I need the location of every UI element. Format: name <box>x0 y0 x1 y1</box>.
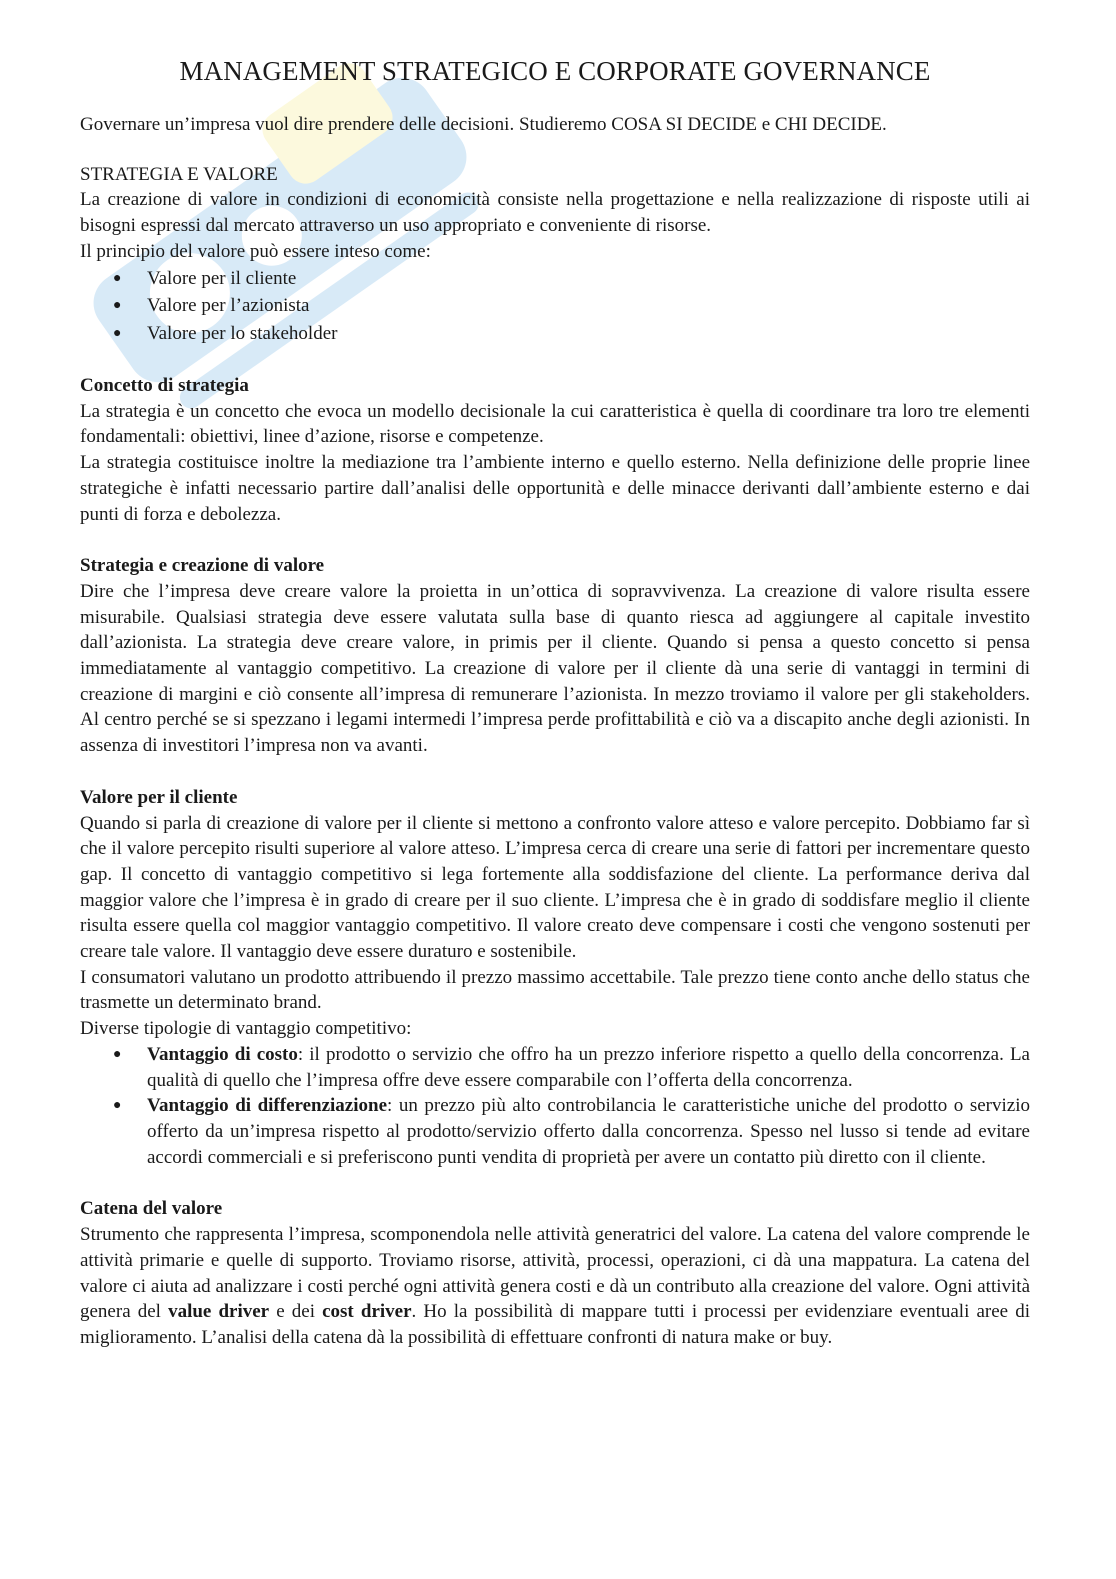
paragraph: Quando si parla di creazione di valore per il cliente si mettono a confronto valore atteso e valore percepito. Dobbiamo far sì che il valore percepito risulti superiore al valore atteso. L’impresa cerca di creare una serie di fattori per incrementare questo gap. Il concetto di vantaggio competitivo si lega fortemente alla soddisfazione del cliente. La performance deriva dal maggior valore che l’impresa è in grado di creare per il suo cliente. L’impresa che è in grado di soddisfare meglio il cliente risulta essere quella col maggior vantaggio competitivo. Il valore creato deve compensare i costi che vengono sostenuti per creare tale valore. Il vantaggio deve essere duraturo e sostenibile. <box>80 812 1030 963</box>
bullet-icon: ● <box>113 298 122 314</box>
paragraph: La creazione di valore in condizioni di economicità consiste nella progettazione e nella realizzazione di risposte utili ai bisogni espressi dal mercato attraverso un uso appropriato e conveniente di risorse. <box>80 189 1030 237</box>
bullet-icon: ● <box>113 325 122 341</box>
list-item: ● Valore per lo stakeholder <box>80 320 1030 348</box>
paragraph: I consumatori valutano un prodotto attribuendo il prezzo massimo accettabile. Tale prezzo tiene conto anche dello status che trasmette un determinato brand. <box>80 966 1030 1014</box>
paragraph: Diverse tipologie di vantaggio competitivo: <box>80 1018 412 1040</box>
section-heading-catena: Catena del valore <box>80 1198 223 1220</box>
list-item: ● Vantaggio di costo: il prodotto o servizio che offro ha un prezzo inferiore rispetto a quello della concorrenza. La qualità di quello che l’impresa offre deve essere comparabile con l’offerta della concorrenza. <box>113 1043 1030 1091</box>
paragraph: Il principio del valore può essere inteso come: <box>80 240 431 262</box>
paragraph: La strategia costituisce inoltre la mediazione tra l’ambiente interno e quello esterno. Nella definizione delle proprie linee strategiche è infatti necessario partire dall’analisi delle opportunità e delle minacce derivanti dall’ambiente esterno e dai punti di forza e debolezza. <box>80 452 1030 525</box>
bullet-list-vantaggio <box>80 1042 1030 1171</box>
bullet-icon: ● <box>113 270 122 286</box>
list-item: ● Vantaggio di differenziazione: un prezzo più alto controbilancia le caratteristiche uniche del prodotto o servizio offerto da un’impresa rispetto al prodotto/servizio offerto dalla concorrenza. Spesso nel lusso si tende ad evitare accordi commerciali e si preferiscono punti vendita di proprietà per avere un contatto più diretto con il cliente. <box>113 1095 1030 1168</box>
section-heading-creazione: Strategia e creazione di valore <box>80 555 325 577</box>
bullet-icon: ● <box>113 1098 122 1114</box>
list-item-term: Vantaggio di costo <box>147 1043 298 1065</box>
paragraph: Strumento che rappresenta l’impresa, scomponendola nelle attività generatrici del valore. La catena del valore comprende le attività primarie e quelle di supporto. Troviamo risorse, attività, processi, operazioni, ci dà una mappatura. La catena del valore ci aiuta ad analizzare i costi perché ogni attività genera costi e dà un contributo alla creazione del valore. Ogni attività genera del value driver e dei cost driver. Ho la possibilità di mappare tutti i processi per evidenziare eventuali aree di miglioramento. L’analisi della catena dà la possibilità di effettuare confronti di natura make or buy. <box>80 1224 1030 1348</box>
list-item-term: Vantaggio di differenziazione <box>147 1095 388 1117</box>
section-heading-concetto: Concetto di strategia <box>80 375 249 397</box>
section-heading-strategia-valore: STRATEGIA E VALORE <box>80 163 278 185</box>
section-heading-cliente: Valore per il cliente <box>80 786 238 808</box>
paragraph: Dire che l’impresa deve creare valore la proietta in un’ottica di sopravvivenza. La creazione di valore risulta essere misurabile. Qualsiasi strategia deve essere valutata sulla base di quanto riesca ad aggiungere al capitale investito dall’azionista. La strategia deve creare valore, in primis per il cliente. Quando si pensa a questo concetto si pensa immediatamente al vantaggio competitivo. La creazione di valore per il cliente dà una serie di vantaggi in termini di creazione di margini e ciò consente all’impresa di remunerare l’azionista. In mezzo troviamo il valore per gli stakeholders. Al centro perché se si spezzano i legami intermedi l’impresa perde profittabilità e ciò va a discapito anche degli azionisti. In assenza di investitori l’impresa non va avanti. <box>80 580 1030 757</box>
list-item: ● Valore per il cliente <box>80 265 1030 293</box>
bullet-list-valore <box>80 265 1030 348</box>
document-content <box>80 54 1030 1351</box>
list-item: ● Valore per l’azionista <box>80 292 1030 320</box>
paragraph: La strategia è un concetto che evoca un modello decisionale la cui caratteristica è quella di coordinare tra loro tre elementi fondamentali: obiettivi, linee d’azione, risorse e competenze. <box>80 400 1030 448</box>
document-title: MANAGEMENT STRATEGICO E CORPORATE GOVERNANCE <box>179 56 931 86</box>
bullet-icon: ● <box>113 1046 122 1062</box>
intro-paragraph: Governare un’impresa vuol dire prendere delle decisioni. Studieremo COSA SI DECIDE e CHI DECIDE. <box>80 114 887 135</box>
